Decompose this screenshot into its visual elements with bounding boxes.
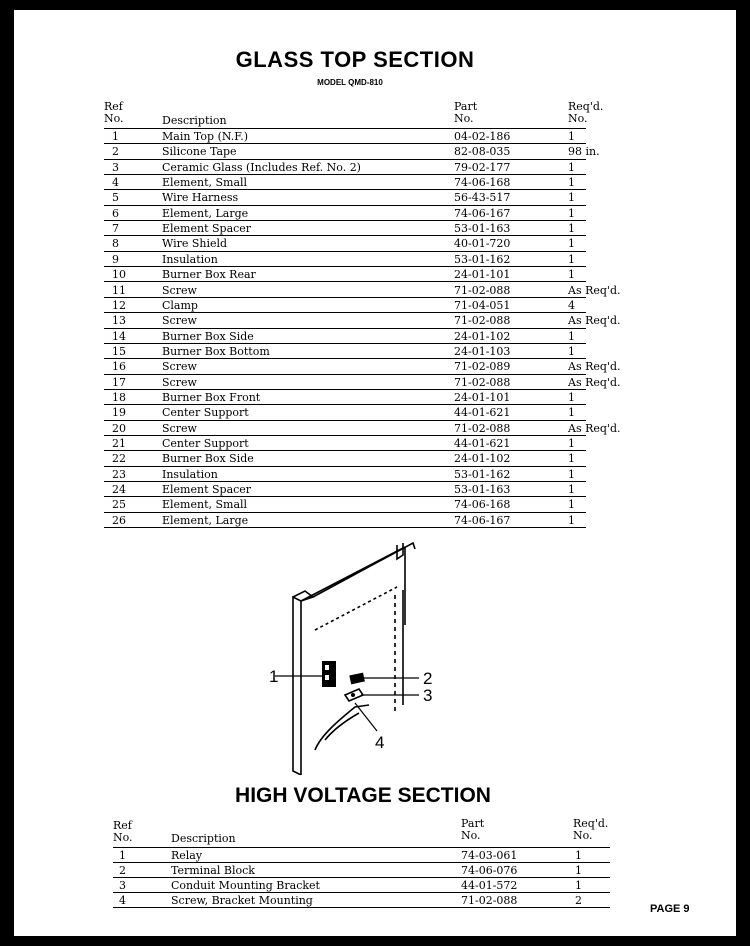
part-no: 71-02-088 — [454, 283, 511, 297]
description: Screw — [162, 314, 197, 328]
glass-top-parts-table — [104, 100, 621, 530]
description: Element, Large — [162, 513, 249, 527]
ref-no: 14 — [112, 329, 126, 343]
model-label: MODEL QMD-810 — [317, 78, 383, 87]
callout-1: 1 — [269, 667, 279, 686]
description: Ceramic Glass (Includes Ref. No. 2) — [162, 160, 361, 174]
part-no: 74-06-168 — [454, 176, 511, 190]
part-no: 24-01-103 — [454, 344, 511, 358]
qty-required: 1 — [568, 176, 575, 190]
part-no: 71-02-088 — [454, 421, 511, 435]
qty-required: 1 — [575, 864, 582, 877]
description: Burner Box Side — [162, 452, 254, 466]
description: Main Top (N.F.) — [162, 130, 248, 143]
part-no: 74-03-061 — [461, 849, 518, 862]
ref-no: 17 — [112, 375, 126, 389]
qty-required: As Req'd. — [568, 360, 621, 374]
table-row — [104, 190, 586, 205]
part-no: 74-06-167 — [454, 513, 511, 527]
ref-no: 15 — [112, 344, 126, 358]
ref-no: 21 — [112, 437, 126, 450]
callout-4: 4 — [375, 733, 385, 752]
page-number: PAGE 9 — [650, 903, 690, 915]
part-no: 24-01-101 — [454, 390, 511, 404]
qty-required: 1 — [575, 879, 582, 892]
description: Burner Box Front — [162, 390, 261, 404]
glass-top-assembly-diagram — [255, 535, 455, 775]
description: Element, Small — [162, 176, 248, 190]
part-no: 56-43-517 — [454, 191, 511, 205]
relay-component — [322, 661, 336, 687]
table-row — [104, 482, 586, 497]
table-row — [104, 344, 586, 359]
ref-no: 24 — [112, 483, 126, 497]
table-row — [113, 863, 610, 878]
table-row — [104, 436, 586, 451]
high-voltage-parts-table — [113, 818, 610, 910]
qty-required: As Req'd. — [568, 283, 621, 297]
description: Screw — [162, 360, 197, 374]
table-row — [113, 893, 610, 908]
callout-3: 3 — [423, 686, 433, 705]
table-row — [104, 313, 621, 328]
ref-no: 7 — [112, 222, 119, 236]
part-no: 24-01-102 — [454, 329, 511, 343]
part-no: 40-01-720 — [454, 237, 511, 251]
table-row — [104, 236, 586, 251]
qty-required: 1 — [568, 452, 575, 466]
callout-leaders — [275, 676, 419, 731]
ref-no: 1 — [119, 849, 126, 862]
part-no: 44-01-621 — [454, 406, 511, 420]
ref-no: 2 — [112, 145, 119, 159]
qty-required: As Req'd. — [568, 375, 621, 389]
part-no: 71-02-088 — [454, 375, 511, 389]
description: Element Spacer — [162, 483, 252, 497]
description: Center Support — [162, 406, 249, 420]
table-row — [104, 390, 586, 405]
description: Screw — [162, 421, 197, 435]
qty-required: 1 — [568, 130, 575, 143]
part-no: 44-01-572 — [461, 879, 518, 892]
ref-no: 8 — [112, 237, 119, 251]
qty-required: 1 — [575, 849, 582, 862]
hv-reqd-no-header: Req'd. No. — [573, 817, 609, 842]
qty-required: 1 — [568, 498, 575, 512]
part-no: 71-04-051 — [454, 298, 511, 312]
part-no: 71-02-089 — [454, 360, 511, 374]
qty-required: 1 — [568, 513, 575, 527]
ref-no: 5 — [112, 191, 119, 205]
description: Wire Shield — [162, 237, 228, 251]
part-no: 04-02-186 — [454, 130, 511, 143]
qty-required: 1 — [568, 160, 575, 174]
description: Insulation — [162, 467, 218, 481]
description: Terminal Block — [171, 864, 255, 877]
glass-top-section-title: GLASS TOP SECTION — [235, 47, 475, 72]
ref-no: 26 — [112, 513, 126, 527]
part-no: 24-01-102 — [454, 452, 511, 466]
part-no: 24-01-101 — [454, 268, 511, 282]
part-no-header: Part No. — [454, 100, 478, 125]
qty-required: 1 — [568, 390, 575, 404]
ref-no: 10 — [112, 268, 126, 282]
table-row — [113, 848, 610, 863]
qty-required: 1 — [568, 206, 575, 220]
description: Wire Harness — [162, 191, 239, 205]
qty-required: As Req'd. — [568, 314, 621, 328]
table-row — [104, 129, 586, 144]
part-no: 71-02-088 — [454, 314, 511, 328]
ref-no: 3 — [112, 160, 119, 174]
part-no: 74-06-167 — [454, 206, 511, 220]
high-voltage-section-title: HIGH VOLTAGE SECTION — [235, 784, 491, 807]
ref-no: 1 — [112, 130, 119, 143]
table-row — [104, 451, 586, 466]
description: Screw, Bracket Mounting — [171, 894, 313, 907]
table-row — [104, 252, 586, 267]
qty-required: 1 — [568, 268, 575, 282]
ref-no: 2 — [119, 864, 126, 877]
part-no: 53-01-162 — [454, 252, 511, 266]
ref-no: 12 — [112, 298, 126, 312]
table-row — [104, 206, 586, 221]
part-no: 44-01-621 — [454, 437, 511, 450]
description: Burner Box Rear — [162, 268, 256, 282]
qty-required: 1 — [568, 406, 575, 420]
table-row — [104, 375, 621, 390]
table-row — [104, 405, 586, 420]
qty-required: 2 — [575, 894, 582, 907]
part-no: 74-06-076 — [461, 864, 518, 877]
burner-box-drawing — [293, 543, 415, 775]
ref-no-header: Ref No. — [104, 100, 124, 125]
ref-no: 22 — [112, 452, 126, 466]
table-row — [104, 175, 586, 190]
ref-no: 18 — [112, 390, 126, 404]
table-row — [104, 467, 586, 482]
description: Silicone Tape — [162, 145, 237, 159]
ref-no: 4 — [112, 176, 119, 190]
hv-ref-no-header: Ref No. — [113, 819, 133, 844]
qty-required: 1 — [568, 252, 575, 266]
qty-required: 98 in. — [568, 145, 600, 159]
ref-no: 6 — [112, 206, 119, 220]
terminal-block-component — [349, 673, 365, 685]
part-no: 53-01-163 — [454, 222, 511, 236]
reqd-no-header: Req'd. No. — [568, 100, 604, 125]
hv-description-header: Description — [171, 832, 236, 845]
table-row — [104, 267, 586, 282]
part-no: 53-01-162 — [454, 467, 511, 481]
description: Element Spacer — [162, 222, 252, 236]
description: Element, Small — [162, 498, 248, 512]
ref-no: 19 — [112, 406, 126, 420]
callout-2: 2 — [423, 669, 433, 688]
description: Screw — [162, 375, 197, 389]
ref-no: 23 — [112, 467, 126, 481]
description: Relay — [171, 849, 203, 862]
table-row — [104, 144, 600, 159]
description: Insulation — [162, 252, 218, 266]
description: Conduit Mounting Bracket — [171, 879, 320, 892]
description: Clamp — [162, 298, 198, 312]
qty-required: 4 — [568, 298, 575, 312]
table-row — [104, 221, 586, 236]
ref-no: 20 — [112, 421, 126, 435]
ref-no: 11 — [112, 283, 126, 297]
table-row — [104, 359, 621, 374]
description: Center Support — [162, 437, 249, 450]
table-row — [104, 160, 586, 175]
hv-part-no-header: Part No. — [461, 817, 485, 842]
table-row — [104, 329, 586, 344]
ref-no: 16 — [112, 360, 126, 374]
table-row — [104, 497, 586, 512]
description: Burner Box Side — [162, 329, 254, 343]
table-row — [104, 283, 621, 298]
description-header: Description — [162, 114, 227, 127]
qty-required: 1 — [568, 344, 575, 358]
table-row — [113, 878, 610, 893]
part-no: 74-06-168 — [454, 498, 511, 512]
qty-required: 1 — [568, 483, 575, 497]
ref-no: 3 — [119, 879, 126, 892]
part-no: 53-01-163 — [454, 483, 511, 497]
description: Burner Box Bottom — [162, 344, 270, 358]
part-no: 82-08-035 — [454, 145, 511, 159]
qty-required: 1 — [568, 437, 575, 450]
ref-no: 13 — [112, 314, 126, 328]
qty-required: 1 — [568, 467, 575, 481]
ref-no: 9 — [112, 252, 119, 266]
qty-required: 1 — [568, 191, 575, 205]
ref-no: 25 — [112, 498, 126, 512]
qty-required: 1 — [568, 222, 575, 236]
table-row — [104, 298, 586, 313]
part-no: 79-02-177 — [454, 160, 511, 174]
part-no: 71-02-088 — [461, 894, 518, 907]
table-row — [104, 513, 586, 528]
qty-required: 1 — [568, 237, 575, 251]
table-row — [104, 421, 621, 436]
qty-required: 1 — [568, 329, 575, 343]
description: Screw — [162, 283, 197, 297]
bracket-component — [345, 689, 363, 701]
ref-no: 4 — [119, 894, 126, 907]
qty-required: As Req'd. — [568, 421, 621, 435]
description: Element, Large — [162, 206, 249, 220]
